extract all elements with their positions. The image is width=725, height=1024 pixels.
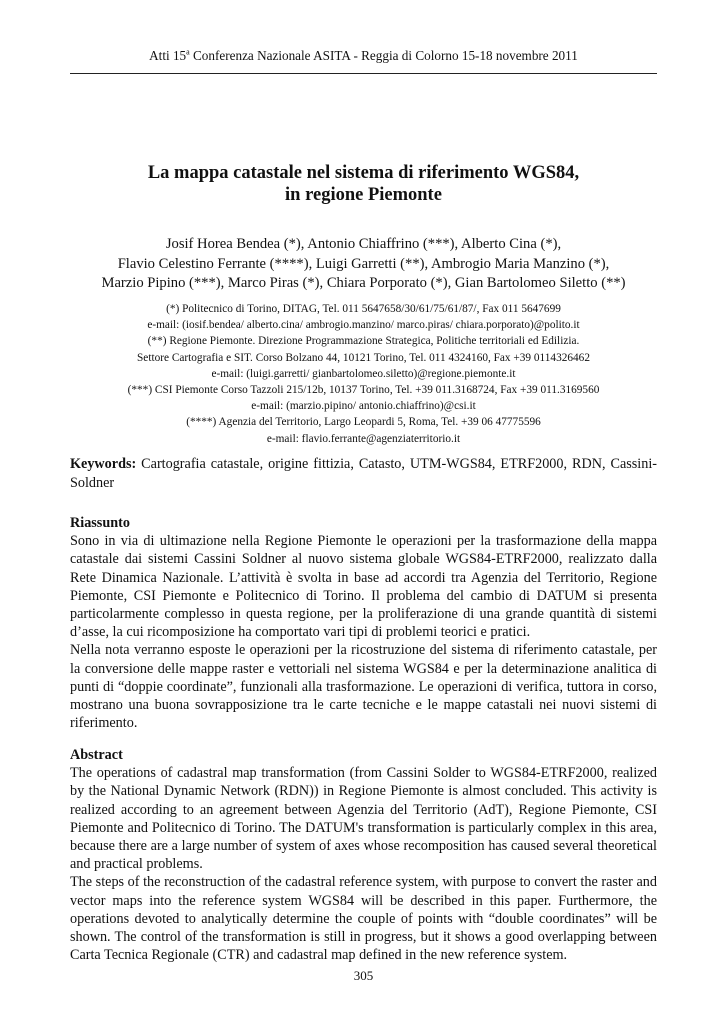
page-number: 305 bbox=[353, 968, 374, 983]
abstract-heading: Abstract bbox=[70, 747, 123, 763]
header-prefix: Atti 15 bbox=[149, 48, 187, 63]
affiliation-line: (*) Politecnico di Torino, DITAG, Tel. 011 5647658/30/61/75/61/87/, Fax 011 5647699 bbox=[166, 303, 561, 315]
title-line-2: in regione Piemonte bbox=[285, 185, 442, 205]
keywords-text: Cartografia catastale, origine fittizia, Catasto, UTM-WGS84, ETRF2000, RDN, Cassini-Soldner bbox=[70, 456, 657, 491]
affiliation-line: e-mail: (iosif.bendea/ alberto.cina/ ambrogio.manzino/ marco.piras/ chiara.porporato)@polito.it bbox=[147, 319, 580, 332]
author-line: Flavio Celestino Ferrante (****), Luigi Garretti (**), Ambrogio Maria Manzino (*), bbox=[117, 255, 610, 272]
affiliation-line: (***) CSI Piemonte Corso Tazzoli 215/12b, 10137 Torino, Tel. +39 011.3168724, Fax +39 011.3169560 bbox=[127, 384, 600, 397]
abstract-paragraph: The steps of the reconstruction of the cadastral reference system, with purpose to convert the raster and vector maps into the reference system WGS84 will be described in this paper. Furthermore, the operations devoted to analytically determine the couple of points with “double coordinates” will be shown. The control of the transformation is still in progress, but it shows a good overlapping between Carta Tecnica Regionale (CTR) and cadastral map defined in the new reference system. bbox=[70, 874, 657, 964]
author-list bbox=[70, 235, 657, 294]
keywords-label: Keywords: bbox=[70, 456, 137, 472]
abstract-paragraph: The operations of cadastral map transformation (from Cassini Solder to WGS84-ETRF2000, realized by the National Dynamic Network (RDN)) in Regione Piemonte is almost concluded. This activity is realized according to an agreement between Agenzia del Territorio (AdT), Regione Piemonte, CSI Piemonte and Politecnico di Torino. The DATUM's transformation is particularly complex in this area, because there are a large number of system of axes whose recomposition has caused several theoretical and practical problems. bbox=[70, 765, 657, 873]
affiliation-line: Settore Cartografia e SIT. Corso Bolzano 44, 10121 Torino, Tel. 011 4324160, Fax +39 0114326462 bbox=[137, 351, 590, 364]
header-rule bbox=[70, 73, 657, 74]
affiliation-line: (****) Agenzia del Territorio, Largo Leopardi 5, Roma, Tel. +39 06 47775596 bbox=[186, 416, 541, 429]
header-superscript: a bbox=[186, 47, 190, 57]
affiliation-line: e-mail: flavio.ferrante@agenziaterritorio.it bbox=[266, 432, 461, 445]
affiliation-line: e-mail: (marzio.pipino/ antonio.chiaffrino)@csi.it bbox=[251, 400, 476, 413]
affiliation-line: (**) Regione Piemonte. Direzione Programmazione Strategica, Politiche territoriali ed Edilizia. bbox=[147, 335, 580, 348]
riassunto-heading: Riassunto bbox=[70, 515, 130, 531]
author-line: Josif Horea Bendea (*), Antonio Chiaffrino (***), Alberto Cina (*), bbox=[165, 236, 562, 252]
affiliations bbox=[70, 301, 657, 447]
running-header bbox=[70, 48, 657, 64]
paper-title bbox=[70, 162, 657, 206]
abstract-section bbox=[70, 746, 657, 964]
riassunto-section bbox=[70, 514, 657, 732]
author-line: Marzio Pipino (***), Marco Piras (*), Chiara Porporato (*), Gian Bartolomeo Siletto (**) bbox=[101, 275, 626, 291]
riassunto-paragraph: Nella nota verranno esposte le operazioni per la ricostruzione del sistema di riferimento catastale, per la conversione delle mappe raster e vettoriali nel sistema WGS84 e per la determinazione analitica di punti di “doppie coordinate”, funzionali alla trasformazione. Le operazioni di verifica, tuttora in corso, mostrano una buona sovrapposizione tra le carte tecniche e le mappe catastali nei nuovi sistemi di riferimento. bbox=[70, 642, 657, 732]
riassunto-paragraph: Sono in via di ultimazione nella Regione Piemonte le operazioni per la trasformazione della mappa catastale dai sistemi Cassini Soldner al nuovo sistema globale WGS84-ETRF2000, realizzato dalla Rete Dinamica Nazionale. L’attività è svolta in base ad accordi tra Agenzia del Territorio, Regione Piemonte, CSI Piemonte e Politecnico di Torino. Il problema del cambio di DATUM si presenta particolarmente complesso in questa regione, per la proliferazione di una grande quantità di sistemi d’asse, la cui ricomposizione ha comportato vari tipi di problemi teorici e pratici. bbox=[70, 533, 657, 641]
keywords bbox=[70, 455, 657, 493]
header-suffix: Conferenza Nazionale ASITA - Reggia di Colorno 15-18 novembre 2011 bbox=[189, 48, 578, 63]
title-line-1: La mappa catastale nel sistema di riferimento WGS84, bbox=[147, 163, 580, 183]
affiliation-line: e-mail: (luigi.garretti/ gianbartolomeo.siletto)@regione.piemonte.it bbox=[211, 367, 516, 380]
